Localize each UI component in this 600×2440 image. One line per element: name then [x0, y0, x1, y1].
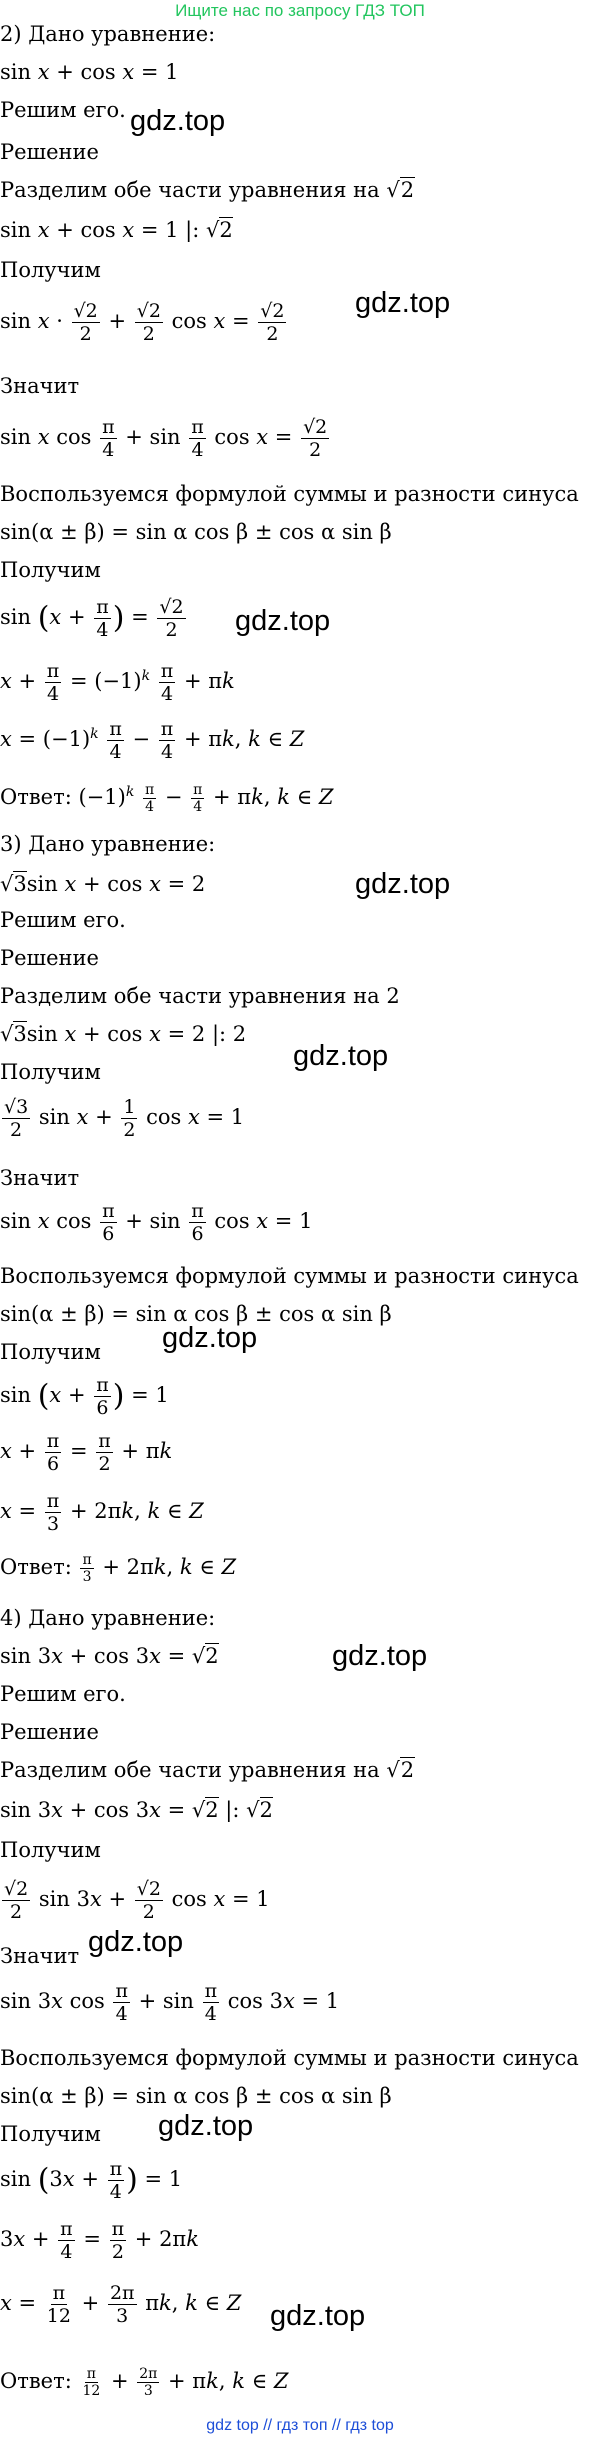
task-3-means: Значит [0, 1166, 80, 1190]
watermark: gdz.top [162, 1322, 258, 1354]
task-3-solution-label: Решение [0, 946, 99, 970]
task-4-solution-label: Решение [0, 1720, 99, 1744]
answer-label: Ответ: [0, 785, 72, 809]
task-4-step4: 3x + $\frac{\pi}{4}$ = $\frac{\pi}{2}$ + 2πk [0, 2218, 199, 2263]
task-4-step1: $\frac{√2}{2}$ sin 3x + $\frac{√2}{2}$ cos x = 1 [4, 1878, 270, 1923]
watermark: gdz.top [235, 605, 331, 637]
watermark: gdz.top [355, 287, 451, 319]
task-2-equation: sin x + cos x = 1 [0, 60, 179, 84]
answer-label: Ответ: [0, 1555, 72, 1579]
task-2-formula-text: Воспользуемся формулой суммы и разности синуса [0, 482, 579, 506]
task-2-heading: 2) Дано уравнение: [0, 22, 216, 46]
task-4-step2: sin 3x cos $\frac{\pi}{4}$ + sin $\frac{\pi}{4}$ cos 3x = 1 [0, 1980, 340, 2025]
task-2-solve: Решим его. [0, 98, 126, 122]
task-2-divide-line: Разделим обе части уравнения на √2 [0, 178, 415, 202]
task-4-get: Получим [0, 1838, 101, 1862]
answer-label: Ответ: [0, 2369, 72, 2393]
task-2-get-2: Получим [0, 558, 101, 582]
task-4-means: Значит [0, 1944, 80, 1968]
task-4-answer: Ответ: $\frac{\pi}{12}$ + $\frac{2\pi}{3}$ + πk, k ∈ Z [0, 2366, 289, 2399]
task-4-heading: 4) Дано уравнение: [0, 1606, 216, 1630]
task-3-formula-text: Воспользуемся формулой суммы и разности синуса [0, 1264, 579, 1288]
task-4-step5: x = $\frac{\pi}{12}$ + $\frac{2\pi}{3}$ πk, k ∈ Z [0, 2282, 242, 2327]
divide-text: Разделим обе части уравнения на [0, 984, 380, 1008]
task-3-divide-eq: √3sin x + cos x = 2 |: 2 [0, 1022, 247, 1046]
task-4-formula-text: Воспользуемся формулой суммы и разности синуса [0, 2046, 579, 2070]
watermark: gdz.top [158, 2110, 254, 2142]
task-3-step5: x = $\frac{\pi}{3}$ + 2πk, k ∈ Z [0, 1490, 204, 1535]
task-2-answer: Ответ: $(-1)^k$ $\frac{\pi}{4}$ − $\frac{\pi}{4}$ + πk, k ∈ Z [0, 782, 334, 815]
task-3-step1: $\frac{√3}{2}$ sin x + $\frac{1}{2}$ cos x = 1 [4, 1096, 245, 1141]
task-2-step2: sin x cos $\frac{\pi}{4}$ + sin $\frac{\pi}{4}$ cos x = $\frac{√2}{2}$ [0, 416, 328, 461]
task-4-divide-eq: sin 3x + cos 3x = √2 |: √2 [0, 1798, 273, 1822]
task-3-get: Получим [0, 1060, 101, 1084]
task-2-means: Значит [0, 374, 80, 398]
task-3-step3: sin (x + $\frac{\pi}{6}$ ) = 1 [0, 1374, 169, 1419]
task-4-get-2: Получим [0, 2122, 101, 2146]
task-2-step3: sin (x + $\frac{\pi}{4}$ ) = $\frac{√2}{2}$ [0, 596, 184, 641]
task-3-answer: Ответ: $\frac{\pi}{3}$ + 2πk, k ∈ Z [0, 1552, 237, 1585]
task-2-divide-eq: sin x + cos x = 1 |: √2 [0, 218, 233, 242]
watermark: gdz.top [293, 1040, 389, 1072]
task-3-formula: sin(α ± β) = sin α cos β ± cos α sin β [0, 1302, 392, 1326]
task-3-divide-line: Разделим обе части уравнения на 2 [0, 984, 400, 1008]
task-2-step5: $x = (-1)^k$ $\frac{\pi}{4}$ − $\frac{\pi}{4}$ + πk, k ∈ Z [0, 718, 305, 763]
watermark: gdz.top [130, 105, 226, 137]
task-3-heading: 3) Дано уравнение: [0, 832, 216, 856]
task-4-formula: sin(α ± β) = sin α cos β ± cos α sin β [0, 2084, 392, 2108]
bottom-banner[interactable]: gdz top // гдз топ // гдз top [206, 2417, 394, 2434]
task-4-solve: Решим его. [0, 1682, 126, 1706]
task-2-get: Получим [0, 258, 101, 282]
divide-text: Разделим обе части уравнения на [0, 178, 380, 202]
task-3-solve: Решим его. [0, 908, 126, 932]
task-2-step4: x + $\frac{\pi}{4}$ = $(-1)^k$ $\frac{\pi}{4}$ + πk [0, 660, 235, 705]
divide-text: Разделим обе части уравнения на [0, 1758, 380, 1782]
watermark: gdz.top [355, 868, 451, 900]
task-3-get-2: Получим [0, 1340, 101, 1364]
watermark: gdz.top [270, 2300, 366, 2332]
task-4-step3: sin (3x + $\frac{\pi}{4}$ ) = 1 [0, 2158, 183, 2203]
watermark: gdz.top [332, 1640, 428, 1672]
top-banner[interactable]: Ищите нас по запросу ГДЗ ТОП [175, 1, 425, 20]
task-3-equation: √3sin x + cos x = 2 [0, 872, 206, 896]
task-2-solution-label: Решение [0, 140, 99, 164]
watermark: gdz.top [88, 1926, 184, 1958]
task-4-divide-line: Разделим обе части уравнения на √2 [0, 1758, 415, 1782]
task-4-equation: sin 3x + cos 3x = √2 [0, 1644, 219, 1668]
task-2-formula: sin(α ± β) = sin α cos β ± cos α sin β [0, 520, 392, 544]
task-2-step1: sin x · $\frac{√2}{2}$ + $\frac{√2}{2}$ cos x = $\frac{√2}{2}$ [0, 300, 285, 345]
task-3-step2: sin x cos $\frac{\pi}{6}$ + sin $\frac{\pi}{6}$ cos x = 1 [0, 1200, 313, 1245]
task-3-step4: x + $\frac{\pi}{6}$ = $\frac{\pi}{2}$ + πk [0, 1430, 173, 1475]
